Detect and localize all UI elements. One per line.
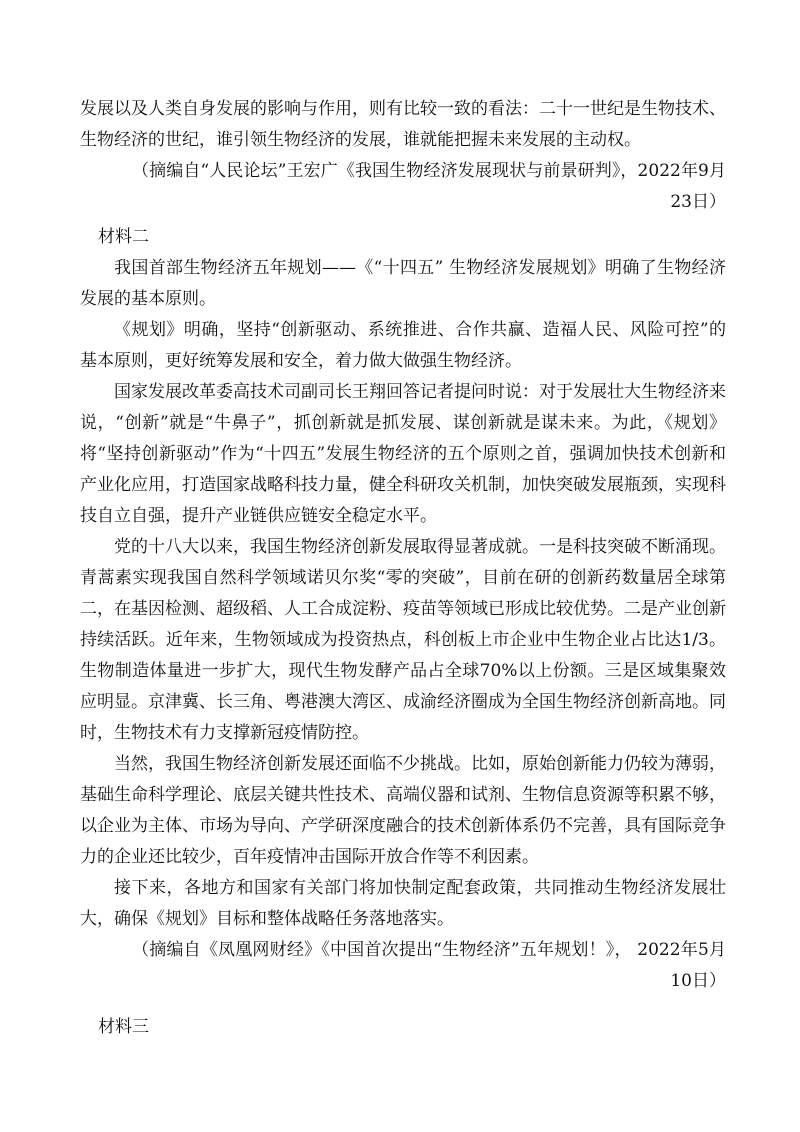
paragraph-intro-continued: 发展以及人类自身发展的影响与作用，则有比较一致的看法：二十一世纪是生物技术、生物经济的世纪，谁引领生物经济的发展，谁就能把握未来发展的主动权。 <box>80 99 726 150</box>
paragraph-achievements: 党的十八大以来，我国生物经济创新发展取得显著成就。一是科技突破不断涌现。青蒿素实现我国自然科学领域诺贝尔奖“零的突破”，目前在研的创新药数量居全球第二，在基因检测、超级稻、人工合成淀粉、疫苗等领域已形成比较优势。二是产业创新持续活跃。近年来，生物领域成为投资热点，科创板上市企业中生物企业占比达1/3。生物制造体量进一步扩大，现代生物发酵产品占全球70%以上份额。三是区域集聚效应明显。京津冀、长三角、粤港澳大湾区、成渝经济圈成为全国生物经济创新高地。同时，生物技术有力支撑新冠疫情防控。 <box>80 537 726 743</box>
paragraph-plan-principles: 《规划》明确，坚持“创新驱动、系统推进、合作共赢、造福人民、风险可控”的基本原则，更好统筹发展和安全，着力做大做强生物经济。 <box>80 320 726 371</box>
material-3-heading: 材料三 <box>98 1017 149 1037</box>
source-citation-2: （摘编自《凤凰网财经》《中国首次提出“生物经济”五年规划！》， 2022年5月10日） <box>132 940 726 991</box>
paragraph-challenges: 当然，我国生物经济创新发展还面临不少挑战。比如，原始创新能力仍较为薄弱，基础生命科学理论、底层关键共性技术、高端仪器和试剂、生物信息资源等积累不够，以企业为主体、市场为导向、产学研深度融合的技术创新体系仍不完善，具有国际竞争力的企业还比较少，百年疫情冲击国际开放合作等不利因素。 <box>80 754 726 867</box>
paragraph-plan-intro: 我国首部生物经济五年规划——《“十四五” 生物经济发展规划》明确了生物经济发展的基本原则。 <box>80 258 726 309</box>
paragraph-next-steps: 接下来，各地方和国家有关部门将加快制定配套政策，共同推动生物经济发展壮大，确保《规划》目标和整体战略任务落地落实。 <box>80 878 726 929</box>
source-citation-1: （摘编自“人民论坛”王宏广《我国生物经济发展现状与前景研判》，2022年9月23日） <box>132 161 726 212</box>
paragraph-innovation: 国家发展改革委高技术司副司长王翔回答记者提问时说：对于发展壮大生物经济来说，“创新”就是“牛鼻子”，抓创新就是抓发展、谋创新就是谋未来。为此，《规划》将“坚持创新驱动”作为“十四五”发展生物经济的五个原则之首，强调加快技术创新和产业化应用，打造国家战略科技力量，健全科研攻关机制，加快突破发展瓶颈，实现科技自立自强，提升产业链供应链安全稳定水平。 <box>80 382 726 526</box>
material-2-heading: 材料二 <box>98 227 149 247</box>
